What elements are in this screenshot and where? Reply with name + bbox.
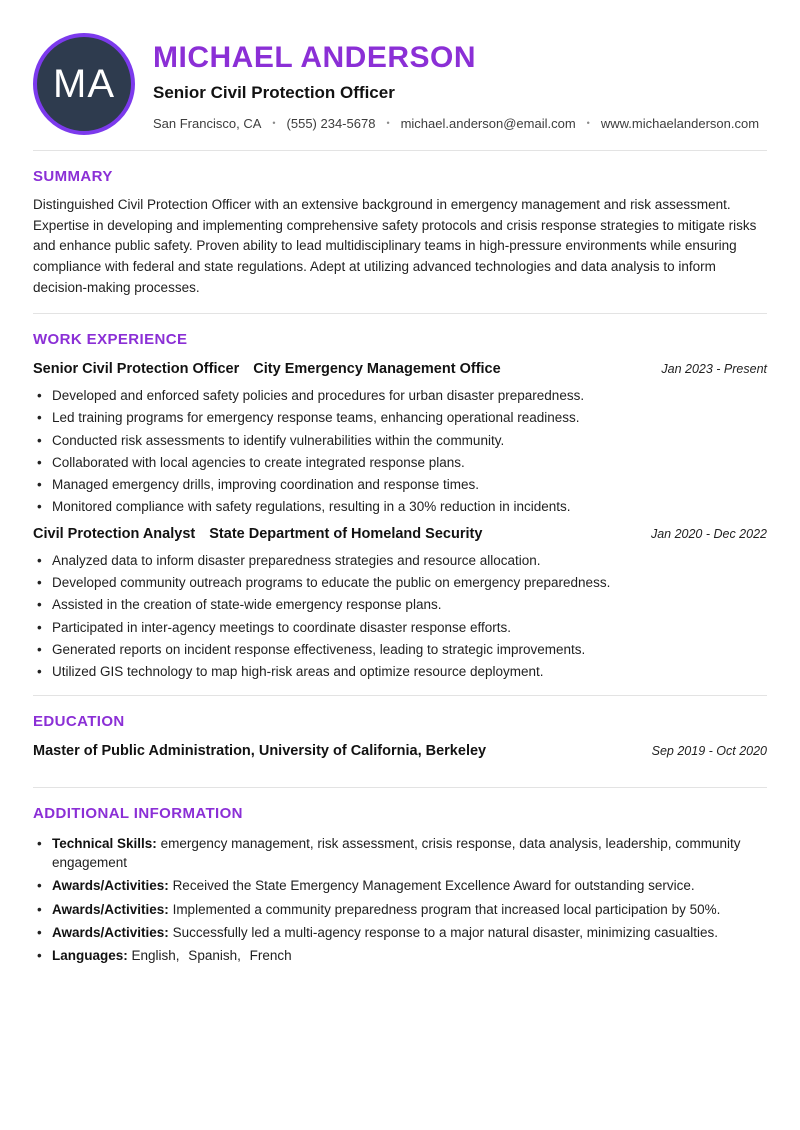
additional-information-heading: ADDITIONAL INFORMATION	[33, 805, 243, 823]
job-company: City Emergency Management Office	[253, 361, 501, 378]
section-divider	[33, 313, 767, 314]
avatar	[33, 33, 135, 135]
job-bullet: • Conducted risk assessments to identify vulnerabilities within the community.	[33, 431, 767, 450]
contact-line	[153, 116, 759, 131]
job-bullet: • Collaborated with local agencies to create integrated response plans.	[33, 453, 767, 472]
info-text: Successfully led a multi-agency response to a major natural disaster, minimizing casualties.	[172, 924, 719, 940]
job-dates: Jan 2020 - Dec 2022	[650, 527, 767, 542]
additional-info-item	[33, 946, 767, 965]
additional-info-item	[33, 876, 767, 895]
info-text: Implemented a community preparedness program that increased local participation by 50%.	[172, 901, 721, 917]
job-bullet-list	[33, 386, 767, 516]
contact-location: San Francisco, CA	[153, 116, 262, 131]
job-bullet: • Developed and enforced safety policies and procedures for urban disaster preparedness.	[33, 386, 767, 405]
info-text: emergency management, risk assessment, crisis response, data analysis, leadership, community engagement	[52, 836, 741, 871]
additional-info-item	[33, 900, 767, 919]
contact-phone: (555) 234-5678	[286, 116, 376, 131]
info-text: Received the State Emergency Management Excellence Award for outstanding service.	[172, 878, 695, 894]
info-label: Awards/Activities:	[52, 901, 169, 917]
education-degree: Master of Public Administration, University of California, Berkeley	[33, 743, 487, 760]
resume-header	[33, 33, 767, 135]
section-additional-information	[33, 805, 767, 965]
job-header	[33, 526, 767, 542]
section-work-experience	[33, 331, 767, 681]
job-bullet: • Participated in inter-agency meetings to coordinate disaster response efforts.	[33, 618, 767, 637]
job-bullet: • Analyzed data to inform disaster preparedness strategies and resource allocation.	[33, 551, 767, 570]
additional-info-item	[33, 923, 767, 942]
additional-info-item	[33, 834, 767, 872]
job-bullet: • Managed emergency drills, improving coordination and response times.	[33, 475, 767, 494]
job-company: State Department of Homeland Security	[209, 526, 483, 543]
info-label: Awards/Activities:	[52, 878, 169, 894]
job-bullet: • Utilized GIS technology to map high-risk areas and optimize resource deployment.	[33, 662, 767, 681]
education-entry	[33, 743, 767, 759]
section-divider	[33, 695, 767, 696]
contact-email: michael.anderson@email.com	[400, 116, 576, 131]
job-role: Senior Civil Protection Officer	[33, 361, 240, 378]
section-summary	[33, 168, 767, 298]
section-divider	[33, 150, 767, 151]
job-bullet: • Assisted in the creation of state-wide emergency response plans.	[33, 595, 767, 614]
person-job-title: Senior Civil Protection Officer	[153, 83, 395, 102]
job-header	[33, 361, 767, 377]
additional-info-list	[33, 834, 767, 965]
work-experience-heading: WORK EXPERIENCE	[33, 331, 188, 349]
info-label: Technical Skills:	[52, 836, 157, 852]
job-title-line	[33, 526, 482, 542]
header-text	[153, 33, 759, 131]
section-education	[33, 713, 767, 759]
info-label: Awards/Activities:	[52, 924, 169, 940]
avatar-initials: MA	[53, 61, 115, 106]
info-text: English, Spanish, French	[131, 947, 292, 963]
separator-dot: •	[272, 118, 276, 128]
separator-dot: •	[586, 118, 590, 128]
job-dates: Jan 2023 - Present	[661, 362, 767, 377]
info-label: Languages:	[52, 947, 128, 963]
education-dates: Sep 2019 - Oct 2020	[651, 744, 767, 759]
job-title-line	[33, 361, 501, 377]
job-bullet: • Led training programs for emergency response teams, enhancing operational readiness.	[33, 408, 767, 427]
section-divider	[33, 787, 767, 788]
job-bullet-list	[33, 551, 767, 681]
job-bullet: • Monitored compliance with safety regulations, resulting in a 30% reduction in incidents.	[33, 497, 767, 516]
summary-heading: SUMMARY	[33, 168, 113, 185]
summary-text: Distinguished Civil Protection Officer with an extensive background in emergency management and risk assessment. Expertise in developing and implementing comprehensive safety protocols and crisis response strategies to mitigate risks and enhance public safety. Proven ability to lead multidisciplinary teams in high-pressure environments while ensuring compliance with federal and state regulations. Adept at utilizing advanced technologies and data analysis to inform decision-making processes.	[33, 197, 757, 295]
job-bullet: • Developed community outreach programs to educate the public on emergency preparedness.	[33, 573, 767, 592]
contact-website: www.michaelanderson.com	[600, 116, 760, 131]
job-bullet: • Generated reports on incident response effectiveness, leading to strategic improvements.	[33, 640, 767, 659]
education-heading: EDUCATION	[33, 713, 125, 731]
page-title: MICHAEL ANDERSON	[153, 41, 477, 74]
separator-dot: •	[386, 118, 390, 128]
job-role: Civil Protection Analyst	[33, 526, 196, 543]
